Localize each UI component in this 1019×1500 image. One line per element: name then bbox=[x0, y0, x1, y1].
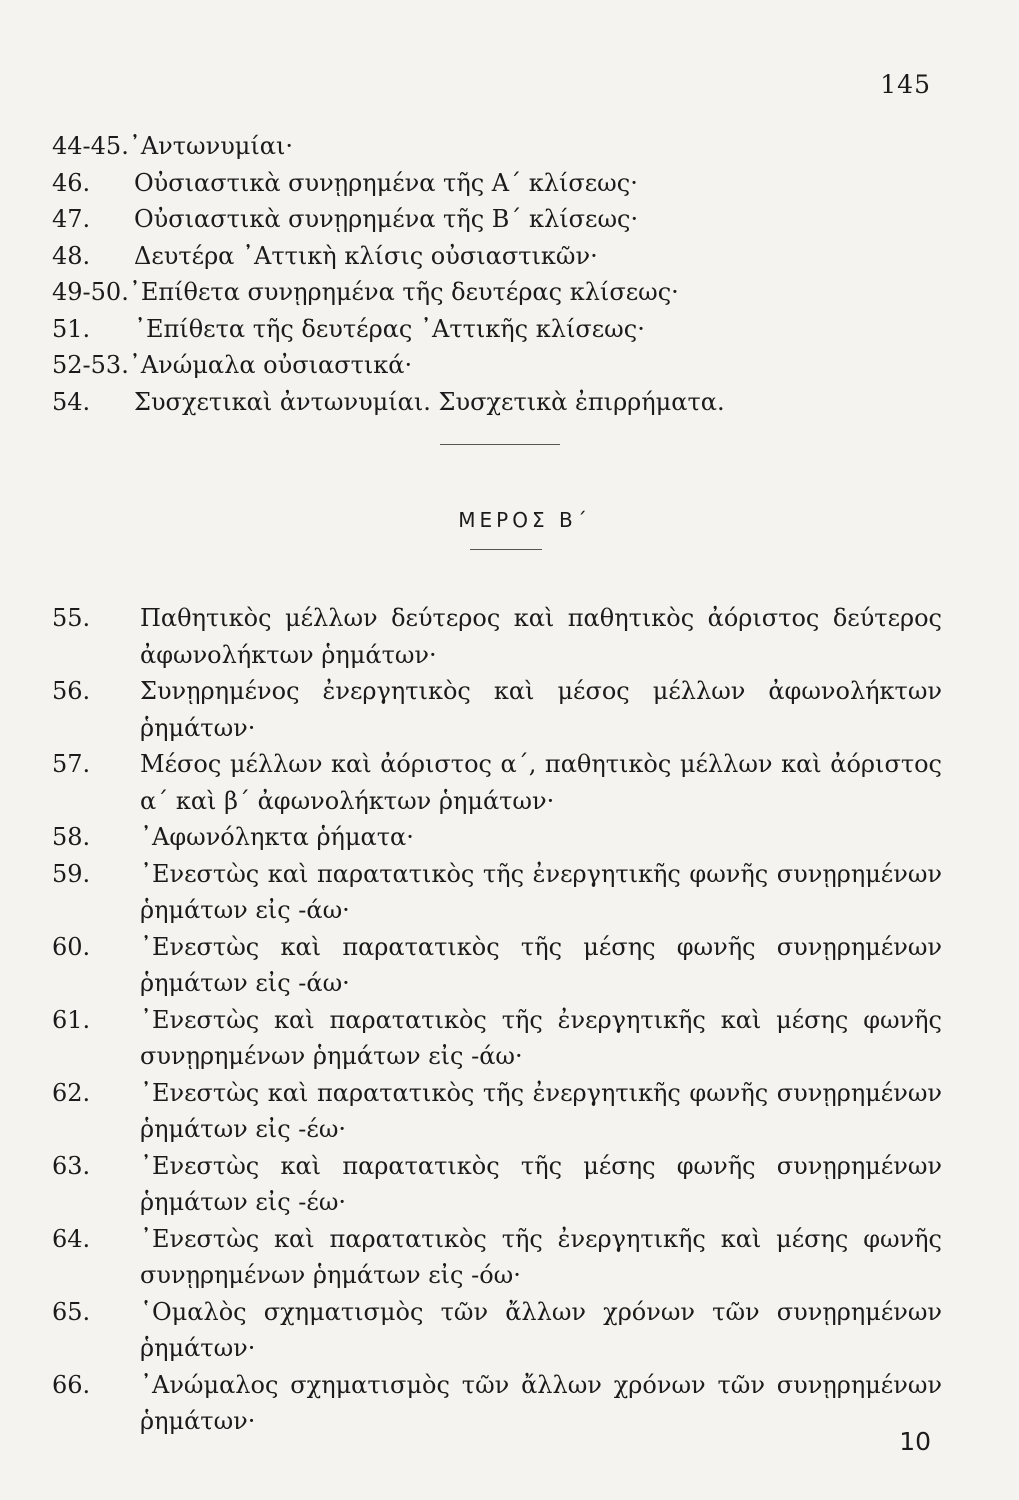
list-item bbox=[52, 856, 942, 929]
signature-mark: 10 bbox=[899, 1427, 931, 1456]
item-number: 47. bbox=[52, 205, 91, 233]
item-number: 44-45. bbox=[52, 132, 129, 160]
item-number: 58. bbox=[52, 823, 91, 851]
list-item bbox=[52, 600, 942, 673]
item-number: 63. bbox=[52, 1151, 91, 1180]
item-number: 55. bbox=[52, 604, 91, 632]
item-text: ᾿Ενεστὼς καὶ παρατατικὸς τῆς ἐνεργητικῆς καὶ μέσης φωνῆς συνῃρημένων ῥημάτων εἰς -όω· bbox=[140, 1224, 942, 1289]
item-number: 46. bbox=[52, 168, 91, 197]
section-title: ΜΕΡΟΣ Β΄ bbox=[458, 508, 591, 532]
item-number: 62. bbox=[52, 1078, 91, 1107]
list-item bbox=[52, 1002, 942, 1075]
item-text: ᾿Επίθετα συνῃρημένα τῆς δευτέρας κλίσεως· bbox=[128, 278, 679, 306]
item-text: ᾿Επίθετα τῆς δευτέρας ᾿Αττικῆς κλίσεως· bbox=[134, 314, 645, 343]
list-item bbox=[52, 1221, 942, 1294]
item-text: Παθητικὸς μέλλων δεύτερος καὶ παθητικὸς ἀόριστος δεύτερος ἀφωνολήκτων ῥημάτων· bbox=[140, 604, 942, 669]
item-text: Συνῃρημένος ἐνεργητικὸς καὶ μέσος μέλλων ἀφωνολήκτων ῥημάτων· bbox=[140, 677, 942, 742]
item-number: 56. bbox=[52, 677, 91, 705]
item-number: 51. bbox=[52, 314, 91, 343]
page-number: 145 bbox=[880, 70, 931, 99]
list-item bbox=[52, 165, 942, 202]
item-text: ᾿Ανώμαλος σχηματισμὸς τῶν ἄλλων χρόνων τῶν συνῃρημένων ῥημάτων· bbox=[140, 1370, 942, 1435]
item-text: ᾿Ενεστὼς καὶ παρατατικὸς τῆς ἐνεργητικῆς φωνῆς συνῃρημένων ῥημάτων εἰς -έω· bbox=[140, 1078, 942, 1143]
item-number: 61. bbox=[52, 1005, 91, 1034]
list-item bbox=[52, 1075, 942, 1148]
item-number: 54. bbox=[52, 387, 91, 416]
item-number: 52-53. bbox=[52, 351, 129, 379]
item-text: Μέσος μέλλων καὶ ἀόριστος α΄, παθητικὸς μέλλων καὶ ἀόριστος α΄ καὶ β΄ ἀφωνολήκτων ῥημάτων· bbox=[140, 750, 942, 815]
item-number: 60. bbox=[52, 932, 91, 961]
divider bbox=[470, 549, 542, 550]
item-text: ᾿Αφωνόληκτα ῥήματα· bbox=[140, 823, 414, 851]
item-text: Οὐσιαστικὰ συνῃρημένα τῆς Α΄ κλίσεως· bbox=[134, 168, 638, 197]
item-number: 59. bbox=[52, 859, 91, 888]
list-item bbox=[52, 238, 942, 275]
item-number: 66. bbox=[52, 1370, 91, 1399]
item-text: ᾿Ενεστὼς καὶ παρατατικὸς τῆς μέσης φωνῆς συνῃρημένων ῥημάτων εἰς -έω· bbox=[140, 1151, 942, 1216]
list-item bbox=[52, 201, 942, 238]
list-item bbox=[52, 128, 942, 165]
list-item bbox=[52, 384, 942, 421]
list-item bbox=[52, 746, 942, 819]
toc-bottom-list bbox=[52, 600, 942, 1440]
item-text: ᾿Ανώμαλα οὐσιαστικά· bbox=[128, 351, 413, 379]
item-text: Δευτέρα ᾿Αττικὴ κλίσις οὐσιαστικῶν· bbox=[134, 241, 598, 270]
list-item bbox=[52, 274, 942, 311]
divider bbox=[440, 444, 560, 445]
item-text: ᾿Ενεστὼς καὶ παρατατικὸς τῆς μέσης φωνῆς συνῃρημένων ῥημάτων εἰς -άω· bbox=[140, 932, 942, 997]
item-text: ᾿Ενεστὼς καὶ παρατατικὸς τῆς ἐνεργητικῆς φωνῆς συνῃρημένων ῥημάτων εἰς -άω· bbox=[140, 859, 942, 924]
item-number: 48. bbox=[52, 241, 91, 270]
list-item bbox=[52, 929, 942, 1002]
item-text: ᾿Αντωνυμίαι· bbox=[128, 132, 294, 160]
item-number: 64. bbox=[52, 1224, 91, 1253]
list-item bbox=[52, 1148, 942, 1221]
list-item bbox=[52, 347, 942, 384]
list-item bbox=[52, 311, 942, 348]
item-text: Οὐσιαστικὰ συνῃρημένα τῆς Β΄ κλίσεως· bbox=[134, 205, 639, 233]
list-item bbox=[52, 1294, 942, 1367]
item-text: ᾿Ενεστὼς καὶ παρατατικὸς τῆς ἐνεργητικῆς καὶ μέσης φωνῆς συνῃρημένων ῥημάτων εἰς -άω· bbox=[140, 1005, 942, 1070]
list-item bbox=[52, 673, 942, 746]
item-number: 65. bbox=[52, 1297, 91, 1326]
item-text: Συσχετικαὶ ἀντωνυμίαι. Συσχετικὰ ἐπιρρήματα. bbox=[134, 387, 725, 416]
toc-top-list bbox=[52, 128, 942, 420]
list-item bbox=[52, 819, 942, 856]
list-item bbox=[52, 1367, 942, 1440]
item-text: ῾Ομαλὸς σχηματισμὸς τῶν ἄλλων χρόνων τῶν συνῃρημένων ῥημάτων· bbox=[140, 1297, 942, 1362]
item-number: 49-50. bbox=[52, 278, 129, 306]
item-number: 57. bbox=[52, 750, 91, 778]
